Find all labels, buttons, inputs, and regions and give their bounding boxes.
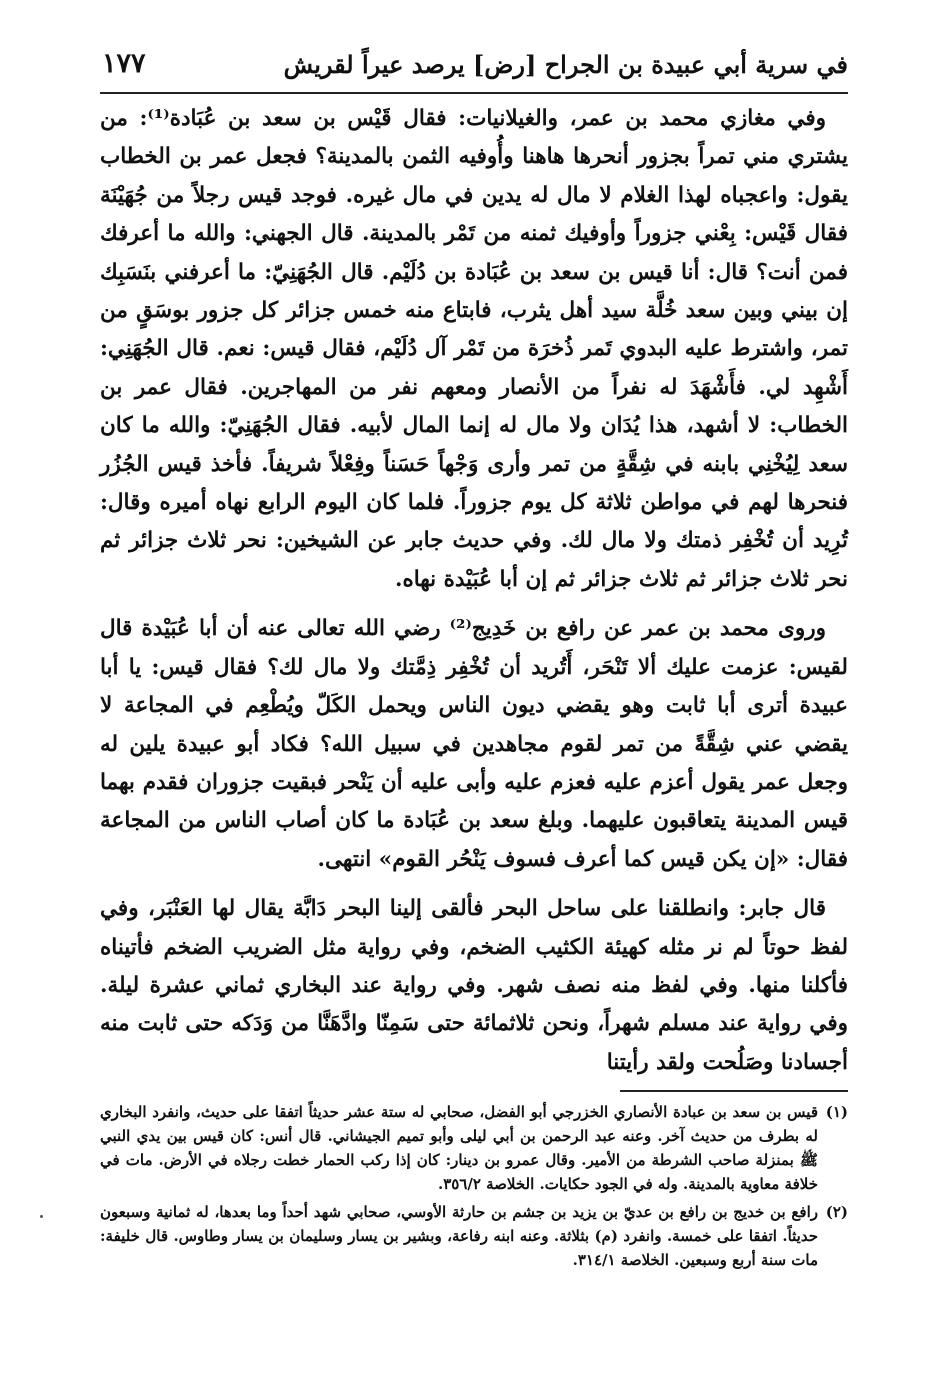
footnote-text: قيس بن سعد بن عبادة الأنصاري الخزرجي أبو الفضل، صحابي له ستة عشر حديثاً اتفقا على حديث، وانفرد البخاري له بطرف من حديث آخر. وعنه عبد الرحمن بن أبي ليلى وأبو تميم الجيشاني. قال أنس: كان قيس بين يدي النبي ﷺ بمنزلة صاحب الشرطة من الأمير. وقال عمرو بن دينار: كان إذا ركب الحمار خطت رجلاه في الأرض. مات في خلافة معاوية بالمدينة. وله في الجود حكايات. الخلاصة ٣٥٦/٢. <box>100 1103 818 1193</box>
header-divider <box>100 92 848 94</box>
footnote <box>100 1200 848 1272</box>
paragraph: قال جابر: وانطلقنا على ساحل البحر فألقى إلينا البحر دَابَّة يقال لها العَنْبَر، وفي لفظ حوتاً لم نر مثله كهيئة الكثيب الضخم، وفي رواية مثل الضريب الضخم فأتيناه فأكلنا منها. وفي لفظ منه نصف شهر. وفي رواية عند البخاري ثماني عشرة ليلة. وفي رواية عند مسلم شهراً، ونحن ثلاثمائة حتى سَمِنّا وادَّهَنَّا من وَدَكه حتى ثابت منه أجسادنا وصَلُحت ولقد رأيتنا <box>100 896 848 1075</box>
footnote-text: رافع بن خديج بن رافع بن عديّ بن يزيد بن جشم بن حارثة الأوسي، صحابي شهد أحداً وما بعدها، له ثمانية وسبعون حديثاً. اتفقا على خمسة. وانفرد (م) بثلاثة. وعنه ابنه رفاعة، وبشير بن يسار وسليمان بن يسار وطاوس. قال خليفة: مات سنة أربع وسبعين. الخلاصة ٣١٤/١. <box>100 1203 818 1269</box>
footnote <box>100 1100 848 1196</box>
paragraph: وفي مغازي محمد بن عمر، والغيلانيات: فقال قَيْس بن سعد بن عُبَادة⁽¹⁾: من يشتري مني تمراً بجزور أنحرها هاهنا وأُوفيه الثمن بالمدينة؟ فجعل عمر بن الخطاب يقول: واعجباه لهذا الغلام لا مال له يدين في مال غيره. فوجد قيس رجلاً من جُهَيْنَة فقال قَيْس: بِعْني جزوراً وأوفيك ثمنه من تَمْر بالمدينة. قال الجهني: والله ما أعرفك فمن أنت؟ قال: أنا قيس بن سعد بن عُبَادة بن دُلَيْم. قال الجُهَنِيّ: ما أعرفني بنَسَبِك إن بيني وبين سعد خُلَّة سيد أهل يثرب، فابتاع منه خمس جزائر كل جزور بوسَقٍ من تمر، واشترط عليه البدوي تَمر ذُخرَة من تَمْر آل دُلَيْم، فقال قيس: نعم. قال الجُهَنِي: أَشْهِد لي. فأَشْهَدَ له نفراً من الأنصار ومعهم نفر من المهاجرين. فقال عمر بن الخطاب: لا أشهد، هذا يُدَان ولا مال له إنما المال لأبيه. فقال الجُهَنِيّ: والله ما كان سعد لِيُخْنِي بابنه في شِقَّةٍ من تمر وأرى وَجْهاً حَسَناً وفِعْلاً شريفاً. فأخذ قيس الجُزُر فنحرها لهم في مواطن ثلاثة كل يوم جزوراً. فلما كان اليوم الرابع نهاه أميره وقال: تُرِيد أن تُخْفِر ذمتك ولا مال لك. وفي حديث جابر عن الشيخين: نحر ثلاث جزائر ثم نحر ثلاث جزائر ثم ثلاث جزائر ثم إن أبا عُبَيْدة نهاه. <box>100 106 848 592</box>
scan-speck <box>40 1215 43 1218</box>
footnote-number: (١) <box>825 1103 848 1121</box>
page-number: ١٧٧ <box>102 48 146 79</box>
footnotes <box>100 1100 848 1276</box>
header-title: في سرية أبي عبيدة بن الجراح [رض] يرصد عيراً لقريش <box>283 50 848 79</box>
main-text <box>100 100 848 1082</box>
running-header <box>100 46 848 92</box>
paragraph: وروى محمد بن عمر عن رافع بن خَدِيج⁽²⁾ رضي الله تعالى عنه أن أبا عُبَيْدة قال لقيس: عزمت عليك ألا تَنْحَر، أَتُريد أن تُخْفِر ذِمَّتك ولا مال لك؟ فقال قيس: يا أبا عبيدة أترى أبا ثابت وهو يقضي ديون الناس ويحمل الكَلّ ويُطْعِم في المجاعة لا يقضي عني شِقَّةً من تمر لقوم مجاهدين في سبيل الله؟ فكاد أبو عبيدة يلين له وجعل عمر يقول أعزم عليه فعزم عليه وأبى عليه أن يَنْحر فبقيت جزوران فقدم بهما قيس المدينة يتعاقبون عليهما. وبلغ سعد بن عُبَادة ما كان أصاب الناس من المجاعة فقال: «إن يكن قيس كما أعرف فسوف يَنْحُر القوم» انتهى. <box>100 616 848 872</box>
footnote-number: (٢) <box>825 1203 848 1221</box>
footnote-divider <box>620 1090 848 1092</box>
